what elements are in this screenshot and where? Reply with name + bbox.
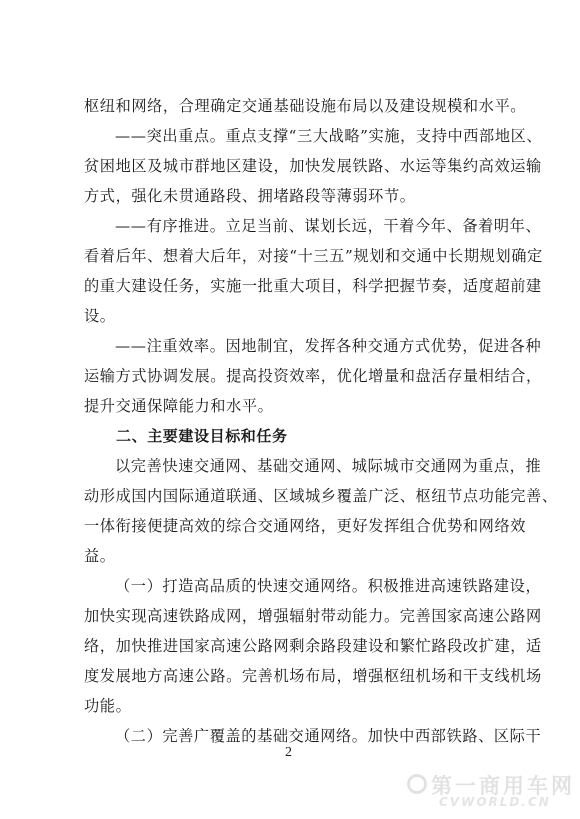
text-line: 功能。 <box>84 697 132 715</box>
watermark-logo-icon <box>407 774 427 794</box>
text-line: 以完善快速交通网、基础交通网、城际城市交通网为重点，推 <box>115 457 542 475</box>
section-heading: 二、主要建设目标和任务 <box>116 427 288 445</box>
text-line: 度发展地方高速公路。完善机场布局，增强枢纽机场和干支线机场 <box>84 667 542 685</box>
text-line: 枢纽和网络，合理确定交通基础设施布局以及建设规模和水平。 <box>84 97 527 115</box>
text-line: 方式，强化未贯通路段、拥堵路段等薄弱环节。 <box>84 187 416 205</box>
text-line: 设。 <box>84 307 116 325</box>
text-line: ——注重效率。因地制宜，发挥各种交通方式优势，促进各种 <box>115 337 542 355</box>
text-line: 运输方式协调发展。提高投资效率，优化增量和盘活存量相结合， <box>84 367 542 385</box>
watermark <box>405 770 575 814</box>
text-line: 加快实现高速铁路成网，增强辐射带动能力。完善国家高速公路网 <box>84 607 542 625</box>
text-line: ——突出重点。重点支撑“三大战略”实施，支持中西部地区、 <box>115 127 543 145</box>
text-line: 动形成国内国际通道联通、区域城乡覆盖广泛、枢纽节点功能完善、 <box>84 487 558 505</box>
text-line: （二）完善广覆盖的基础交通网络。加快中西部铁路、区际干 <box>115 727 542 745</box>
text-line: 看着后年、想着大后年，对接“十三五”规划和交通中长期规划确定 <box>84 247 543 265</box>
watermark-url: CVWORLD.CN <box>439 795 551 809</box>
page-number: 2 <box>285 745 292 760</box>
text-line: （一）打造高品质的快速交通网络。积极推进高速铁路建设， <box>115 577 542 595</box>
watermark-text: 第一商用车网 <box>431 774 575 798</box>
text-line: 益。 <box>84 547 116 565</box>
text-line: 提升交通保障能力和水平。 <box>84 397 274 415</box>
text-line: 的重大建设任务，实施一批重大项目，科学把握节奏，适度超前建 <box>84 277 542 295</box>
text-line: 一体衔接便捷高效的综合交通网络，更好发挥组合优势和网络效 <box>84 517 527 535</box>
text-line: 络，加快推进国家高速公路网剩余路段建设和繁忙路段改扩建，适 <box>84 637 542 655</box>
text-line: 贫困地区及城市群地区建设，加快发展铁路、水运等集约高效运输 <box>84 157 542 175</box>
text-line: ——有序推进。立足当前、谋划长远，干着今年、备着明年、 <box>115 217 542 235</box>
